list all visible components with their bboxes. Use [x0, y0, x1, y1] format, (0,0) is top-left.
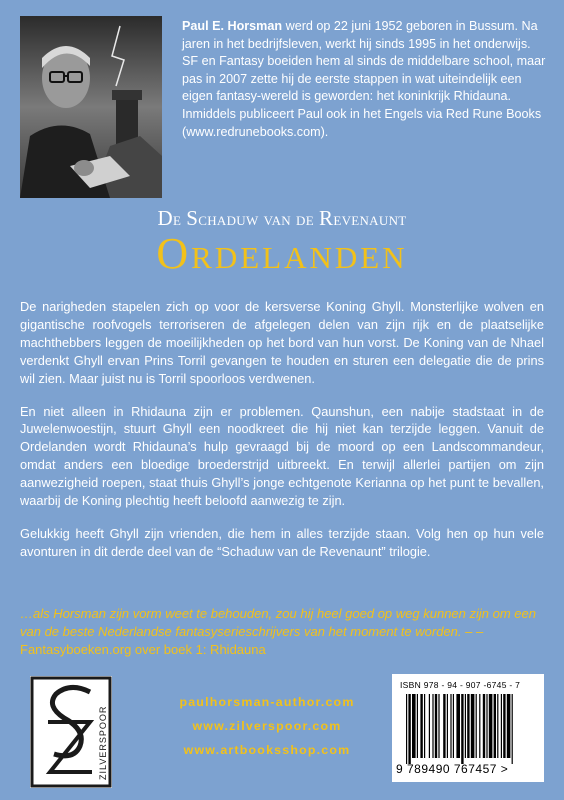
barcode-bar: [512, 694, 513, 764]
url-author[interactable]: paulhorsman-author.com: [179, 695, 355, 709]
barcode-bar: [417, 694, 418, 758]
series-evenaunt: evenaunt: [333, 209, 407, 230]
bio-paragraph-2: SF en Fantasy boeiden hem al sinds de middelbare school, maar pas in 2007 zette hij de eerste stappen in wat uiteindelijk een eigen fantasy-wereld is geworden: het koninkrijk Rhidauna.: [182, 54, 546, 104]
barcode-bar: [465, 694, 466, 758]
publisher-logo-icon: [30, 676, 112, 788]
isbn-digits: [396, 762, 508, 776]
barcode-bar: [476, 694, 477, 758]
barcode-bar: [503, 694, 505, 758]
book-title: Ordelanden: [156, 229, 408, 278]
barcode-bar: [456, 694, 460, 758]
book-blurb: [20, 298, 544, 576]
barcode-bar: [435, 694, 437, 758]
url-zilverspoor[interactable]: www.zilverspoor.com: [192, 719, 342, 733]
series-initial-d: D: [157, 206, 173, 230]
isbn-label: ISBN 978 - 94 - 907 -6745 - 7: [400, 680, 521, 690]
quote-source: – – Fantasyboeken.org over boek 1: Rhidauna: [20, 624, 484, 657]
bio-line1-text: werd op 22 juni 1952 geboren in Bussum. Na jaren in het bedrijfsleven, werkt hij sinds 1995 in het onderwijs.: [182, 19, 538, 51]
barcode-bar: [483, 694, 485, 758]
barcode-bar: [443, 694, 445, 758]
review-quote: [20, 605, 550, 659]
series-de-rest: e: [172, 209, 187, 230]
barcode-bar: [406, 694, 407, 764]
author-name: Paul E. Horsman: [182, 19, 283, 33]
barcode-bar: [461, 694, 463, 764]
barcode-bar: [471, 694, 475, 758]
barcode-bar: [447, 694, 448, 758]
bio-paragraph-1: [182, 18, 552, 53]
author-portrait-image: [20, 16, 162, 198]
barcode-bar: [438, 694, 439, 758]
barcode-bar: [429, 694, 430, 758]
url-artbooksshop[interactable]: www.artbooksshop.com: [183, 743, 351, 757]
blurb-paragraph-1: De narigheden stapelen zich op voor de kersverse Koning Ghyll. Monsterlijke wolven en gigantische roofvogels terroriseren de afgelegen delen van zijn rijk en de plaatselijke machthebbers leggen de moeilijkheden op het bord van hun vorst. De Koning van de Nhael verdenkt Ghyll ervan Prins Torril gevangen te houden en sturen een delegatie die de prins wil zien. Maar juist nu is Torril spoorloos verdwenen.: [20, 299, 544, 386]
barcode-bar: [412, 694, 416, 758]
website-links: [152, 690, 382, 762]
barcode-bar: [450, 694, 451, 758]
isbn-barcode: [392, 674, 544, 782]
quote-text: …als Horsman zijn vorm weet te behouden, zou hij heel goed op weg kunnen zijn om een van de beste Nederlandse fantasyserieschrijvers van het moment te worden.: [20, 606, 536, 639]
blurb-paragraph-2: En niet alleen in Rhidauna zijn er problemen. Qaunshun, een nabije stadstaat in de Juwelenwoestijn, stuurt Ghyll een noodkreet die hij niet kan terzijde leggen. Vanuit de Ordelanden wordt Rhidauna’s hulp gevraagd bij de moord op een Landscommandeur, omdat anders een bloedige broederstrijd uitbreekt. En terwijl allerlei partijen om zijn aanwezigheid roepen, staat thuis Ghyll’s jonge echtgenote Kerianna op het punt te bevallen, waarbij de Koning plechtig heeft beloofd aanwezig te zijn.: [20, 403, 544, 509]
zilverspoor-logo: [30, 676, 112, 788]
series-initial-r: R: [319, 206, 334, 230]
barcode-bar: [453, 694, 454, 758]
barcode-bar: [497, 694, 498, 758]
isbn-arrow: >: [500, 762, 509, 776]
logo-vertical-text: ZILVERSPOOR: [98, 705, 108, 780]
barcode-bar: [467, 694, 469, 758]
blurb-paragraph-3: Gelukkig heeft Ghyll zijn vrienden, die hem in alles terzijde staan. Volg hen op hun vele avonturen in dit derde deel van de “Schaduw van de Revenaunt” trilogie.: [20, 525, 544, 559]
author-bio: [182, 18, 552, 141]
barcode-bar: [494, 694, 496, 758]
isbn-digit-string: 9 789490 767457: [396, 762, 497, 776]
barcode-bar: [507, 694, 511, 758]
barcode-bar: [489, 694, 493, 758]
bio-paragraph-3: Inmiddels publiceert Paul ook in het Engels via Red Rune Books (www.redrunebooks.com).: [182, 106, 542, 139]
barcode-bar: [501, 694, 502, 758]
barcode-bar: [420, 694, 422, 758]
barcode-bar: [486, 694, 487, 758]
series-initial-s: S: [186, 206, 199, 230]
barcode-bar: [432, 694, 433, 758]
barcode-bar: [479, 694, 480, 758]
barcode-bar: [408, 694, 410, 764]
series-chaduw: chaduw van de: [198, 209, 320, 230]
barcode-bar: [424, 694, 425, 758]
author-photo: [20, 16, 162, 198]
